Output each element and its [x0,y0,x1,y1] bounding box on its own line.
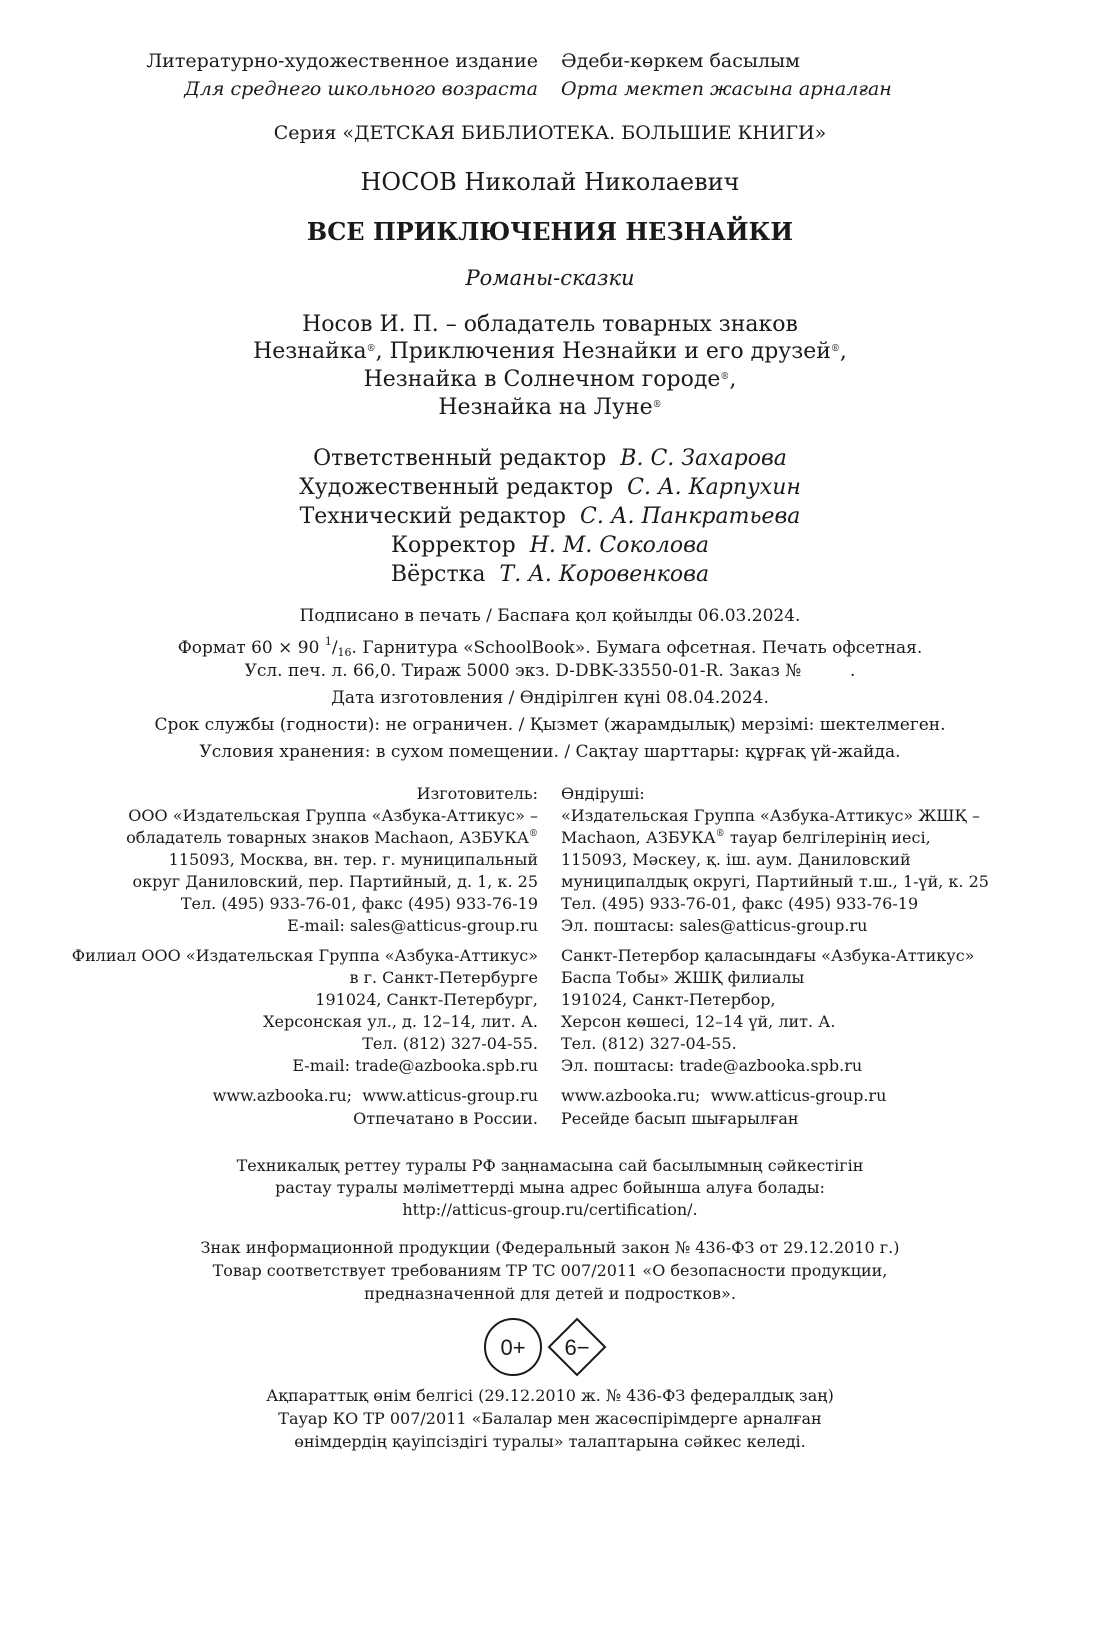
branch-ru-phone: Тел. (812) 327-04-55. [362,1034,538,1053]
shelf-life: Срок службы (годности): не ограничен. / Қызмет (жарамдылық) мерзімі: шектелмеген. [154,715,946,735]
maker-ru-phone: Тел. (495) 933-76-01, факс (495) 933-76-19 [180,894,538,913]
age-group-kz: Орта мектеп жасына арналған [561,78,892,100]
law-ru-line: Товар соответствует требованиям ТР ТС 007/2011 «О безопасности продукции, [212,1261,888,1280]
maker-kz-email: Эл. поштасы: sales@atticus-group.ru [561,916,868,935]
edition-type-ru: Литературно-художественное издание [146,50,538,72]
websites-ru: www.azbooka.ru; www.atticus-group.ru [212,1086,538,1105]
websites-kz: www.azbooka.ru; www.atticus-group.ru [561,1086,887,1105]
series-line: Серия «ДЕТСКАЯ БИБЛИОТЕКА. БОЛЬШИЕ КНИГИ» [273,122,827,144]
branch-kz-line: Баспа Тобы» ЖШҚ филиалы [561,968,805,987]
signed-date: Подписано в печать / Баспаға қол қойылды 06.03.2024. [299,606,801,626]
cert-line: Техникалық реттеу туралы РФ заңнамасына сай басылымның сәйкестігін [236,1156,864,1175]
branch-ru-email: E-mail: trade@azbooka.spb.ru [292,1056,538,1075]
law-kz-line: өнімдердің қауіпсіздігі туралы» талаптарына сәйкес келеді. [294,1432,806,1451]
book-genre: Романы-сказки [465,266,635,290]
maker-ru-line: 115093, Москва, вн. тер. г. муниципальный [168,850,538,869]
printed-in-kz: Ресейде басып шығарылған [561,1109,799,1128]
law-ru-line: Знак информационной продукции (Федеральный закон № 436-ФЗ от 29.12.2010 г.) [200,1238,900,1257]
law-ru-line: предназначенной для детей и подростков». [364,1284,736,1303]
volume-line: Усл. печ. л. 66,0. Тираж 5000 экз. D-DBK-33550-01-R. Заказ № . [244,661,856,681]
editor-row: Ответственный редактор В. С. Захарова [313,446,787,471]
editor-row: Художественный редактор С. А. Карпухин [299,475,801,500]
printed-in-ru: Отпечатано в России. [353,1109,538,1128]
edition-type-kz: Әдеби-көркем басылым [561,50,800,72]
editor-row: Вёрстка Т. А. Коровенкова [390,562,710,587]
format-line: Формат 60 × 90 $^1$/16. Гарнитура «SchoolBook». Бумага офсетная. Печать офсетная. [177,635,923,659]
maker-ru-line: обладатель товарных знаков Machaon, АЗБУКА® [126,828,538,847]
maker-kz-line: «Издательская Группа «Азбука-Аттикус» ЖШҚ – [561,806,980,825]
cert-line: растау туралы мәліметтерді мына адрес бойынша алуға болады: [275,1178,825,1197]
trademark-line-2: Незнайка®, Приключения Незнайки и его друзей®, [253,339,847,364]
maker-ru-email: E-mail: sales@atticus-group.ru [287,916,538,935]
author-name: НОСОВ Николай Николаевич [360,168,740,196]
book-title: ВСЕ ПРИКЛЮЧЕНИЯ НЕЗНАЙКИ [306,217,794,246]
maker-ru-line: ООО «Издательская Группа «Азбука-Аттикус» – [128,806,538,825]
trademark-line-4: Незнайка на Луне® [438,395,662,420]
editor-row: Корректор Н. М. Соколова [390,533,710,558]
law-kz-line: Тауар КО ТР 007/2011 «Балалар мен жасөспірімдерге арналған [278,1409,822,1428]
trademark-line-3: Незнайка в Солнечном городе®, [363,367,737,392]
branch-kz-email: Эл. поштасы: trade@azbooka.spb.ru [561,1056,863,1075]
maker-kz-line: Machaon, АЗБУКА® тауар белгілерінің иесі, [561,828,931,847]
branch-ru-line: Филиал ООО «Издательская Группа «Азбука-Аттикус» [71,946,538,965]
storage-conditions: Условия хранения: в сухом помещении. / Сақтау шарттары: құрғақ үй-жайда. [199,742,901,762]
trademark-owner: Носов И. П. – обладатель товарных знаков [302,312,798,337]
branch-kz-line: Херсон көшесі, 12–14 үй, лит. А. [561,1012,836,1031]
made-date: Дата изготовления / Өндірілген күні 08.04.2024. [331,688,769,708]
maker-kz-phone: Тел. (495) 933-76-01, факс (495) 933-76-19 [561,894,919,913]
maker-ru-line: округ Даниловский, пер. Партийный, д. 1, к. 25 [132,872,538,891]
branch-ru-line: 191024, Санкт-Петербург, [315,990,538,1009]
age-rating-info: 0+ [500,1335,526,1360]
law-kz-line: Ақпараттық өнім белгісі (29.12.2010 ж. № 436-ФЗ федералдық заң) [266,1386,834,1405]
editor-row: Технический редактор С. А. Панкратьева [299,504,801,529]
maker-ru-title: Изготовитель: [416,784,538,803]
maker-kz-line: 115093, Мәскеу, қ. іш. аум. Даниловский [561,850,911,869]
cert-url: http://atticus-group.ru/certification/. [402,1200,698,1219]
branch-kz-line: Санкт-Петербор қаласындағы «Азбука-Аттикус» [561,946,975,965]
age-group-ru: Для среднего школьного возраста [184,78,538,100]
branch-ru-line: Херсонская ул., д. 12–14, лит. А. [263,1012,538,1031]
maker-kz-title: Өндіруші: [561,784,645,803]
maker-kz-line: муниципалдық округі, Партийный т.ш., 1-үй, к. 25 [561,872,989,891]
age-badges [482,1313,622,1381]
branch-kz-line: 191024, Санкт-Петербор, [561,990,776,1009]
branch-ru-line: в г. Санкт-Петербурге [349,968,538,987]
age-rating-product: 6− [564,1335,590,1360]
branch-kz-phone: Тел. (812) 327-04-55. [561,1034,737,1053]
